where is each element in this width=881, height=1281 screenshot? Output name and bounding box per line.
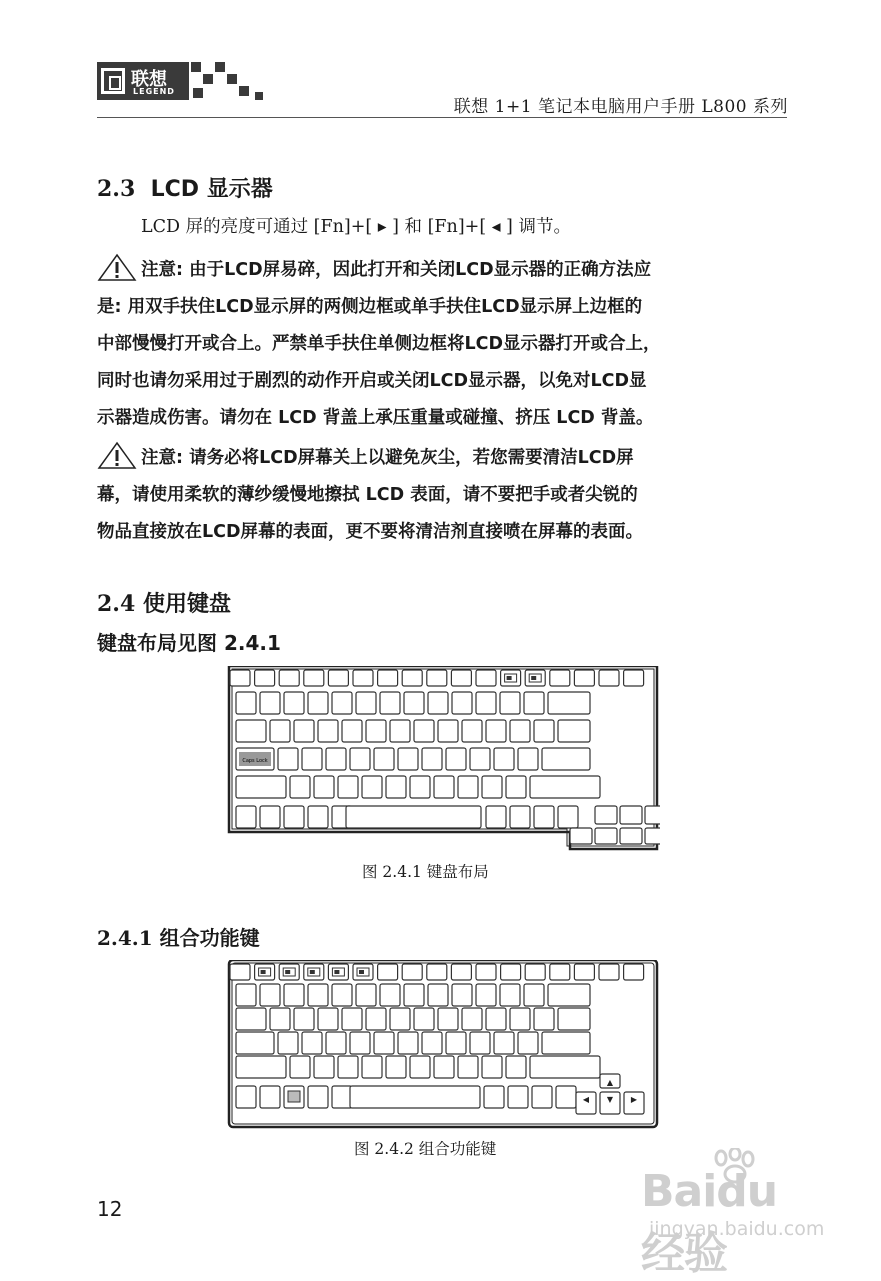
keyboard-key	[510, 806, 530, 828]
keyboard-key	[342, 720, 362, 742]
keyboard-key	[366, 720, 386, 742]
keyboard-key	[308, 984, 328, 1006]
keyboard-key	[530, 776, 600, 798]
space-bar	[350, 1086, 480, 1108]
keyboard-key	[570, 828, 592, 844]
windows-key-icon	[288, 1091, 300, 1102]
keyboard-key	[356, 984, 376, 1006]
keyboard-key	[518, 1032, 538, 1054]
keyboard-key	[342, 1008, 362, 1030]
fn-symbol-icon	[285, 970, 290, 974]
keyboard-key	[542, 1032, 590, 1054]
keyboard-key	[532, 1086, 552, 1108]
arrow-down-icon: ▼	[606, 1095, 614, 1104]
function-key	[476, 670, 496, 686]
keyboard-key	[486, 720, 506, 742]
keyboard-key	[434, 776, 454, 798]
fn-symbol-icon	[310, 970, 315, 974]
watermark-brand: Baidu 经验	[641, 1166, 778, 1279]
keyboard-key	[452, 984, 472, 1006]
caps-lock-key	[236, 1032, 274, 1054]
keyboard-key	[284, 692, 304, 714]
keyboard-key	[482, 776, 502, 798]
keyboard-key	[476, 692, 496, 714]
keyboard-key	[236, 1056, 286, 1078]
keyboard-key	[414, 720, 434, 742]
keyboard-key	[318, 1008, 338, 1030]
keyboard-key	[284, 984, 304, 1006]
keyboard-key	[462, 1008, 482, 1030]
keyboard-key	[404, 692, 424, 714]
keyboard-key	[620, 806, 642, 824]
keyboard-key	[414, 1008, 434, 1030]
keyboard-key	[236, 720, 266, 742]
fn-symbol-icon	[531, 676, 536, 680]
figure-2-4-2-caption: 图 2.4.2 组合功能键	[354, 1140, 497, 1158]
keyboard-key	[534, 806, 554, 828]
fn-symbol-icon	[334, 970, 339, 974]
keyboard-key	[236, 692, 256, 714]
keyboard-key	[236, 1086, 256, 1108]
keyboard-key	[270, 720, 290, 742]
keyboard-key	[374, 1032, 394, 1054]
keyboard-key	[350, 1032, 370, 1054]
space-bar	[346, 806, 481, 828]
keyboard-key	[362, 776, 382, 798]
warning-triangle-icon	[97, 253, 137, 281]
keyboard-key	[308, 1086, 328, 1108]
arrow-right-icon: ▶	[630, 1095, 638, 1104]
function-key	[402, 964, 422, 980]
keyboard-key	[290, 1056, 310, 1078]
keyboard-key	[236, 776, 286, 798]
keyboard-key	[510, 720, 530, 742]
lcd-cleaning-note: 注意: 请务必将LCD屏幕关上以避免灰尘，若您需要清洁LCD屏 幕，请使用柔软的薄纱缓慢地擦拭 LCD 表面，请不要把手或者尖锐的 物品直接放在LCD屏幕的表面，更不要将清洁剂直接喷在屏幕的表面。	[97, 440, 791, 551]
keyboard-key	[434, 1056, 454, 1078]
keyboard-key	[506, 1056, 526, 1078]
keyboard-key	[326, 748, 346, 770]
keyboard-key	[462, 720, 482, 742]
figure-2-4-1-caption: 图 2.4.1 键盘布局	[362, 863, 489, 881]
keyboard-key	[494, 748, 514, 770]
baidu-watermark	[631, 1148, 831, 1279]
keyboard-key	[260, 692, 280, 714]
keyboard-key	[428, 984, 448, 1006]
keyboard-key	[484, 1086, 504, 1108]
function-key	[255, 670, 275, 686]
keyboard-key	[260, 806, 280, 828]
keyboard-key	[470, 748, 490, 770]
keyboard-key	[308, 692, 328, 714]
brightness-instruction: LCD 屏的亮度可通过 [Fn]+[ ▸ ] 和 [Fn]+[ ◂ ] 调节。	[141, 217, 571, 237]
keyboard-key	[470, 1032, 490, 1054]
keyboard-key	[446, 1032, 466, 1054]
keyboard-key	[458, 776, 478, 798]
keyboard-key	[452, 692, 472, 714]
keyboard-key	[302, 748, 322, 770]
function-key	[476, 964, 496, 980]
function-key	[624, 964, 644, 980]
function-key	[230, 964, 250, 980]
keyboard-key	[558, 720, 590, 742]
function-key	[451, 964, 471, 980]
keyboard-key	[398, 1032, 418, 1054]
keyboard-key	[314, 776, 334, 798]
keyboard-key	[548, 984, 590, 1006]
keyboard-key	[326, 1032, 346, 1054]
keyboard-key	[332, 1086, 352, 1108]
function-key	[230, 670, 250, 686]
keyboard-key	[314, 1056, 334, 1078]
keyboard-key	[350, 748, 370, 770]
function-key	[599, 964, 619, 980]
keyboard-key	[294, 720, 314, 742]
keyboard-key	[428, 692, 448, 714]
keyboard-key	[308, 806, 328, 828]
keyboard-key	[530, 1056, 600, 1078]
keyboard-key	[486, 806, 506, 828]
keyboard-key	[446, 748, 466, 770]
keyboard-key	[542, 748, 590, 770]
keyboard-key	[595, 806, 617, 824]
function-key	[525, 964, 545, 980]
keyboard-key	[260, 1086, 280, 1108]
keyboard-key	[476, 984, 496, 1006]
keyboard-key	[410, 1056, 430, 1078]
watermark-url: jingyan.baidu.com	[649, 1218, 825, 1240]
keyboard-key	[294, 1008, 314, 1030]
keyboard-key	[318, 720, 338, 742]
keyboard-key	[558, 806, 578, 828]
arrow-left-icon: ◀	[582, 1095, 590, 1104]
keyboard-key	[482, 1056, 502, 1078]
keyboard-key	[595, 828, 617, 844]
keyboard-key	[236, 806, 256, 828]
keyboard-key	[290, 776, 310, 798]
keyboard-key	[398, 748, 418, 770]
keyboard-key	[510, 1008, 530, 1030]
function-key	[378, 964, 398, 980]
function-key	[574, 964, 594, 980]
keyboard-key	[558, 1008, 590, 1030]
keyboard-key	[362, 1056, 382, 1078]
function-key	[550, 964, 570, 980]
keyboard-key	[236, 984, 256, 1006]
keyboard-key	[386, 1056, 406, 1078]
function-key	[550, 670, 570, 686]
function-key	[574, 670, 594, 686]
keyboard-key	[500, 984, 520, 1006]
fn-symbol-icon	[261, 970, 266, 974]
function-key	[599, 670, 619, 686]
function-key	[427, 964, 447, 980]
keyboard-key	[508, 1086, 528, 1108]
keyboard-key	[438, 1008, 458, 1030]
keyboard-key	[524, 984, 544, 1006]
manual-title: 联想 1+1 笔记本电脑用户手册 L800 系列	[453, 97, 788, 117]
keyboard-key	[332, 984, 352, 1006]
warning-triangle-icon	[97, 441, 137, 469]
keyboard-key	[332, 692, 352, 714]
keyboard-key	[404, 984, 424, 1006]
fn-symbol-icon	[359, 970, 364, 974]
keyboard-key	[390, 720, 410, 742]
keyboard-key	[486, 1008, 506, 1030]
keyboard-key	[386, 776, 406, 798]
legend-logo	[97, 58, 267, 108]
keyboard-key	[494, 1032, 514, 1054]
keyboard-key	[374, 748, 394, 770]
keyboard-key	[500, 692, 520, 714]
keyboard-key	[438, 720, 458, 742]
keyboard-key	[645, 806, 660, 824]
keyboard-key	[458, 1056, 478, 1078]
function-key	[451, 670, 471, 686]
keyboard-key	[236, 1008, 266, 1030]
keyboard-key	[620, 828, 642, 844]
function-key	[378, 670, 398, 686]
keyboard-key	[380, 984, 400, 1006]
keyboard-layout-figure	[226, 666, 660, 852]
function-key	[353, 670, 373, 686]
keyboard-key	[278, 748, 298, 770]
page-number: 12	[97, 1197, 123, 1221]
keyboard-key	[338, 1056, 358, 1078]
keyboard-key	[518, 748, 538, 770]
keyboard-key	[524, 692, 544, 714]
lcd-handling-note: 注意: 由于LCD屏易碎，因此打开和关闭LCD显示器的正确方法应 是: 用双手扶住LCD显示屏的两侧边框或单手扶住LCD显示屏上边框的 中部慢慢打开或合上。严禁单手扶住单侧边框将LCD显示器打开或合上， 同时也请勿采用过于剧烈的动作开启或关闭LCD显示器，以免对LCD显 示器造成伤害。请勿在 LCD 背盖上承压重量或碰撞、挤压 LCD 背盖。	[97, 252, 791, 437]
keyboard-key	[380, 692, 400, 714]
caps-lock-label: Caps Lock	[242, 758, 268, 764]
function-key	[501, 964, 521, 980]
keyboard-key	[278, 1032, 298, 1054]
keyboard-key	[366, 1008, 386, 1030]
keyboard-key	[422, 748, 442, 770]
function-key	[402, 670, 422, 686]
section-2-4-1-heading: 2.4.1 组合功能键	[97, 926, 260, 950]
function-key	[624, 670, 644, 686]
legend-logo-mark-icon	[101, 68, 125, 94]
keyboard-key	[410, 776, 430, 798]
keyboard-key	[338, 776, 358, 798]
keyboard-key	[556, 1086, 576, 1108]
keyboard-key	[356, 692, 376, 714]
keyboard-key	[534, 720, 554, 742]
section-2-3-heading: 2.3 LCD 显示器	[97, 176, 273, 202]
logo-english-text: LEGEND	[133, 87, 175, 96]
fn-symbol-icon	[507, 676, 512, 680]
header-divider	[97, 117, 787, 118]
keyboard-key	[534, 1008, 554, 1030]
function-key	[279, 670, 299, 686]
section-2-4-heading: 2.4 使用键盘	[97, 591, 231, 617]
keyboard-key	[506, 776, 526, 798]
keyboard-layout-reference: 键盘布局见图 2.4.1	[97, 631, 281, 655]
keyboard-key	[390, 1008, 410, 1030]
keyboard-key	[270, 1008, 290, 1030]
keyboard-key	[548, 692, 590, 714]
function-keys-figure	[226, 960, 660, 1130]
logo-chinese-text: 联想	[131, 69, 167, 90]
arrow-up-icon: ▲	[606, 1078, 614, 1087]
keyboard-key	[422, 1032, 442, 1054]
function-key	[328, 670, 348, 686]
keyboard-key	[302, 1032, 322, 1054]
keyboard-key	[645, 828, 660, 844]
keyboard-key	[284, 806, 304, 828]
function-key	[427, 670, 447, 686]
function-key	[304, 670, 324, 686]
keyboard-key	[260, 984, 280, 1006]
